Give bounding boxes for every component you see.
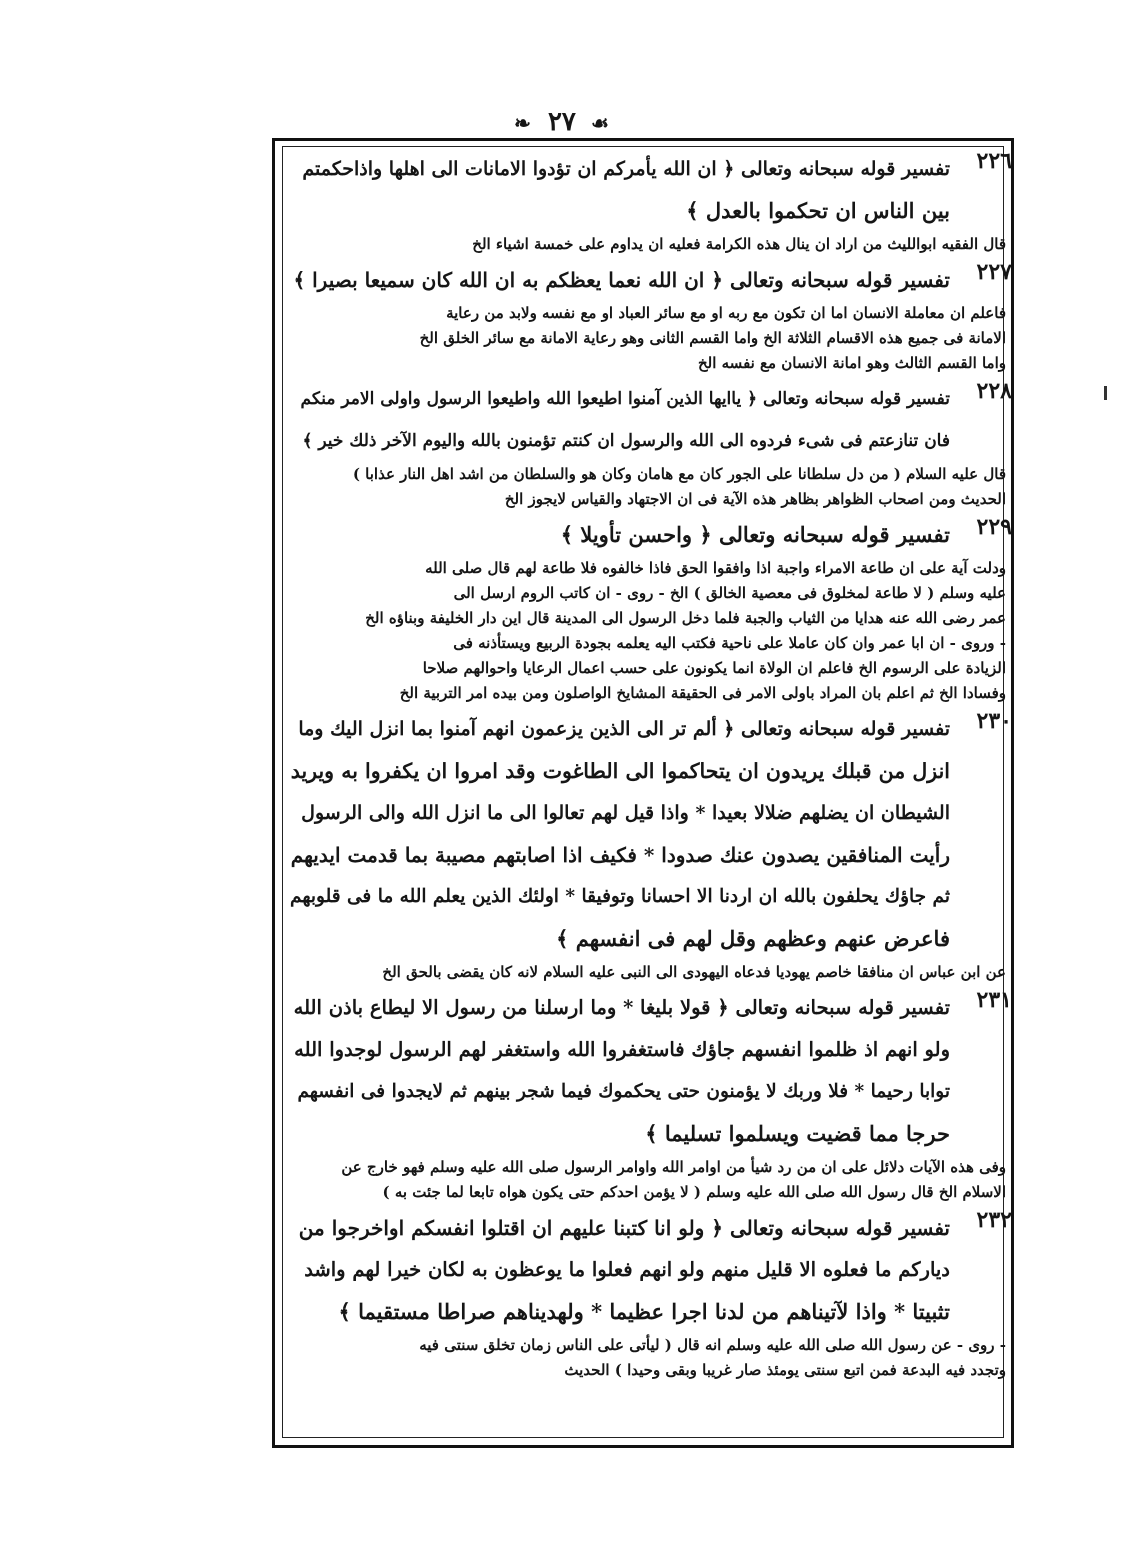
verse-line: تفسير قوله سبحانه وتعالى ﴿ ان الله نعما يعظكم به ان الله كان سميعا بصيرا ﴾ (293, 268, 950, 292)
verse-line: دياركم ما فعلوه الا قليل منهم ولو انهم فعلوا ما يوعظون به لكان خيرا لهم واشد (304, 1258, 950, 1281)
page-number (0, 107, 1125, 137)
tafsir-entry (290, 987, 1012, 1207)
commentary-line: - روى - عن رسول الله صلى الله عليه وسلم انه قال ( ليأتى على الناس زمان تخلق سنتى فيه (419, 1336, 1006, 1354)
entry-number: ٢٣٠ (976, 708, 1012, 734)
margin-mark (1104, 386, 1107, 400)
verse-line: فاعرض عنهم وعظهم وقل لهم فى انفسهم ﴾ (556, 926, 950, 951)
entry-number: ٢٢٦ (976, 148, 1012, 174)
verse-line: تفسير قوله سبحانه وتعالى ﴿ ولو انا كتبنا عليهم ان اقتلوا انفسكم اواخرجوا من (298, 1216, 950, 1240)
tafsir-entry (290, 708, 1012, 987)
tafsir-entry (290, 259, 1012, 378)
tafsir-entry (290, 378, 1012, 514)
tafsir-entry (290, 514, 1012, 708)
entry-number: ٢٢٧ (976, 259, 1012, 285)
tafsir-entry (290, 148, 1012, 259)
commentary-line: قال عليه السلام ( من دل سلطانا على الجور كان مع هامان وكان هو والسلطان من اشد اهل النار عذابا ) (352, 465, 1006, 483)
page-number-text: ٢٧ (547, 107, 576, 137)
verse-line: تثبيتا * واذا لآتيناهم من لدنا اجرا عظيما * ولهديناهم صراطا مستقيما ﴾ (338, 1299, 950, 1324)
commentary-line: واما القسم الثالث وهو امانة الانسان مع نفسه الخ (698, 354, 1006, 372)
ornament-right-icon: ☙ (590, 111, 611, 135)
commentary-line: الامانة فى جميع هذه الاقسام الثلاثة الخ واما القسم الثانى وهو رعاية الامانة مع سائر الخلق الخ (419, 329, 1006, 347)
commentary-line: قال الفقيه ابوالليث من اراد ان ينال هذه الكرامة فعليه ان يداوم على خمسة اشياء الخ (472, 235, 1006, 253)
commentary-line: وفى هذه الآيات دلائل على ان من رد شيأ من اوامر الله واوامر الرسول صلى الله عليه وسلم فهو خارج عن (341, 1158, 1006, 1176)
verse-line: رأيت المنافقين يصدون عنك صدودا * فكيف اذا اصابتهم مصيبة بما قدمت ايديهم (290, 843, 950, 867)
verse-line: ثم جاؤك يحلفون بالله ان اردنا الا احسانا وتوفيقا * اولئك الذين يعلم الله ما فى قلوبهم (290, 886, 950, 907)
tafsir-entry (290, 1207, 1012, 1385)
entry-number: ٢٣٢ (976, 1207, 1012, 1233)
commentary-line: فاعلم ان معاملة الانسان اما ان تكون مع ربه او مع سائر العباد او مع نفسه ولابد من رعاية (446, 304, 1006, 322)
commentary-body (290, 148, 1012, 1385)
commentary-line: عن ابن عباس ان منافقا خاصم يهوديا فدعاه اليهودى الى النبى عليه السلام لانه كان يقضى بالحق الخ (382, 963, 1006, 981)
verse-line: تفسير قوله سبحانه وتعالى ﴿ ياايها الذين آمنوا اطيعوا الله واطيعوا الرسول واولى الامر منكم (300, 389, 950, 409)
verse-line: تفسير قوله سبحانه وتعالى ﴿ ان الله يأمركم ان تؤدوا الامانات الى اهلها واذاحكمتم (302, 158, 950, 180)
commentary-line: الزيادة على الرسوم الخ فاعلم ان الولاة انما يكونون على حسب اعمال الرعايا واحوالهم صلاحا (422, 659, 1006, 677)
verse-line: فان تنازعتم فى شىء فردوه الى الله والرسول ان كنتم تؤمنون بالله واليوم الآخر ذلك خير ﴾ (302, 431, 950, 451)
commentary-line: ودلت آية على ان طاعة الامراء واجبة اذا وافقوا الحق فاذا خالفوه فلا طاعة لهم قال صلى الله (425, 559, 1006, 577)
commentary-line: وتجدد فيه البدعة فمن اتبع سنتى يومئذ صار غريبا وبقى وحيدا ) الحديث (564, 1361, 1006, 1379)
verse-line: حرجا مما قضيت ويسلموا تسليما ﴾ (645, 1121, 950, 1146)
verse-line: تفسير قوله سبحانه وتعالى ﴿ واحسن تأويلا ﴾ (560, 522, 950, 547)
commentary-line: وفسادا الخ ثم اعلم بان المراد باولى الامر فى الحقيقة المشايخ الواصلون ومن بيده امر التربية الخ (399, 684, 1006, 702)
verse-line: تفسير قوله سبحانه وتعالى ﴿ قولا بليغا * وما ارسلنا من رسول الا ليطاع باذن الله (293, 996, 950, 1019)
verse-line: انزل من قبلك يريدون ان يتحاكموا الى الطاغوت وقد امروا ان يكفروا به ويريد (290, 759, 950, 783)
entry-number: ٢٢٩ (976, 514, 1012, 540)
commentary-line: عليه وسلم ( لا طاعة لمخلوق فى معصية الخالق ) الخ - روى - ان كاتب الروم ارسل الى (453, 584, 1006, 602)
entry-number: ٢٢٨ (976, 378, 1012, 404)
commentary-line: الاسلام الخ قال رسول الله صلى الله عليه وسلم ( لا يؤمن احدكم حتى يكون هواه تابعا لما جئت به ) (382, 1183, 1006, 1201)
ornament-left-icon: ❧ (514, 111, 533, 135)
verse-line: تفسير قوله سبحانه وتعالى ﴿ ألم تر الى الذين يزعمون انهم آمنوا بما انزل اليك وما (298, 718, 950, 740)
verse-line: ولو انهم اذ ظلموا انفسهم جاؤك فاستغفروا الله واستغفر لهم الرسول لوجدوا الله (294, 1038, 950, 1061)
entry-number: ٢٣١ (976, 987, 1012, 1013)
commentary-line: - وروى - ان ابا عمر وان كان عاملا على ناحية فكتب اليه يعلمه بجودة الربيع ويستأذنه فى (453, 634, 1006, 652)
verse-line: الشيطان ان يضلهم ضلالا بعيدا * واذا قيل لهم تعالوا الى ما انزل الله والى الرسول (301, 802, 950, 824)
commentary-line: الحديث ومن اصحاب الظواهر بظاهر هذه الآية فى ان الاجتهاد والقياس لايجوز الخ (504, 490, 1006, 508)
verse-line: توابا رحيما * فلا وربك لا يؤمنون حتى يحكموك فيما شجر بينهم ثم لايجدوا فى انفسهم (297, 1081, 950, 1102)
verse-line: بين الناس ان تحكموا بالعدل ﴾ (686, 198, 950, 223)
commentary-line: عمر رضى الله عنه هدايا من الثياب والجبة فلما دخل الرسول الى المدينة قال اين دار الخليفة وبناؤه الخ (365, 609, 1006, 627)
